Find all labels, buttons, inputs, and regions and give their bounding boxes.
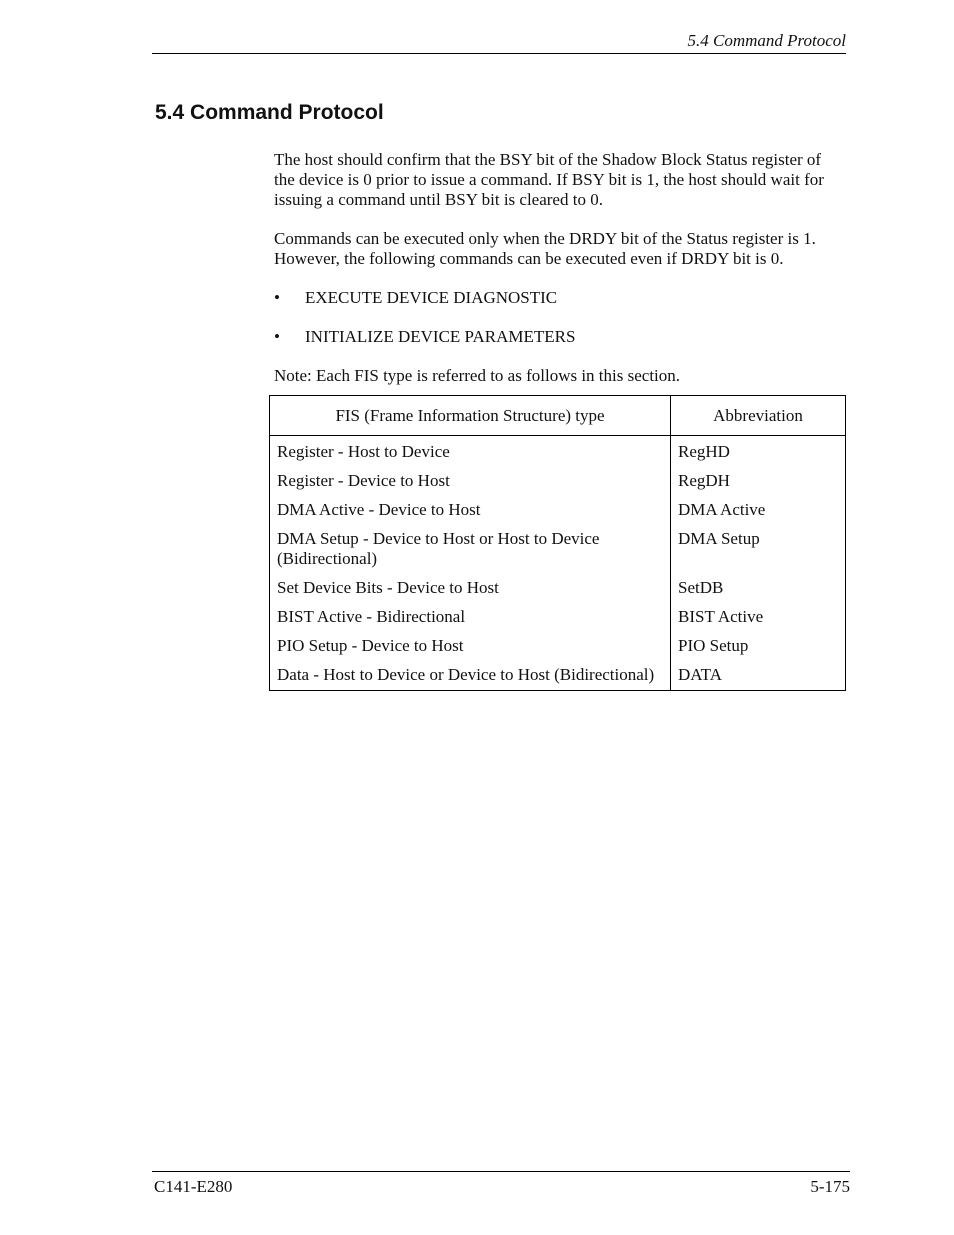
running-header bbox=[152, 31, 846, 54]
abbreviation-cell: PIO Setup bbox=[671, 631, 846, 660]
fis-type-cell: DMA Active - Device to Host bbox=[270, 495, 671, 524]
paragraph-bsy: The host should confirm that the BSY bit of the Shadow Block Status register of the device is 0 prior to issue a command. If BSY bit is 1, the host should wait for issuing a command until BSY bit is cleared to 0. bbox=[274, 150, 824, 209]
fis-type-cell: Register - Host to Device bbox=[270, 436, 671, 467]
fis-type-cell: PIO Setup - Device to Host bbox=[270, 631, 671, 660]
fis-type-cell: DMA Setup - Device to Host or Host to Device (Bidirectional) bbox=[270, 524, 671, 573]
bullet-icon: • bbox=[274, 288, 280, 307]
fis-type-cell: BIST Active - Bidirectional bbox=[270, 602, 671, 631]
fis-type-table bbox=[269, 395, 846, 691]
header-abbreviation: Abbreviation bbox=[671, 396, 846, 436]
abbreviation-cell: RegDH bbox=[671, 466, 846, 495]
fis-type-cell: Register - Device to Host bbox=[270, 466, 671, 495]
abbreviation-cell: DMA Active bbox=[671, 495, 846, 524]
running-footer bbox=[152, 1171, 850, 1196]
table-row bbox=[270, 573, 846, 602]
table-row bbox=[270, 602, 846, 631]
bullet-text: INITIALIZE DEVICE PARAMETERS bbox=[305, 327, 576, 346]
table-row bbox=[270, 631, 846, 660]
fis-type-cell: Data - Host to Device or Device to Host (Bidirectional) bbox=[270, 660, 671, 691]
table-row bbox=[270, 466, 846, 495]
abbreviation-cell: DATA bbox=[671, 660, 846, 691]
table-row bbox=[270, 436, 846, 467]
footer-doc-id: C141-E280 bbox=[154, 1177, 233, 1196]
table-row bbox=[270, 524, 846, 573]
table-row bbox=[270, 495, 846, 524]
table-note: Note: Each FIS type is referred to as follows in this section. bbox=[274, 366, 681, 385]
section-title: 5.4 Command Protocol bbox=[155, 101, 384, 124]
fis-type-cell: Set Device Bits - Device to Host bbox=[270, 573, 671, 602]
abbreviation-cell: DMA Setup bbox=[671, 524, 846, 573]
bullet-text: EXECUTE DEVICE DIAGNOSTIC bbox=[305, 288, 558, 307]
abbreviation-cell: BIST Active bbox=[671, 602, 846, 631]
abbreviation-cell: RegHD bbox=[671, 436, 846, 467]
header-fis-type: FIS (Frame Information Structure) type bbox=[270, 396, 671, 436]
running-header-title: 5.4 Command Protocol bbox=[687, 31, 846, 50]
footer-page-number: 5-175 bbox=[810, 1177, 850, 1196]
table-header-row bbox=[270, 396, 846, 436]
bullet-icon: • bbox=[274, 327, 280, 346]
table-row bbox=[270, 660, 846, 691]
abbreviation-cell: SetDB bbox=[671, 573, 846, 602]
paragraph-drdy: Commands can be executed only when the DRDY bit of the Status register is 1. However, the following commands can be executed even if DRDY bit is 0. bbox=[274, 229, 816, 268]
